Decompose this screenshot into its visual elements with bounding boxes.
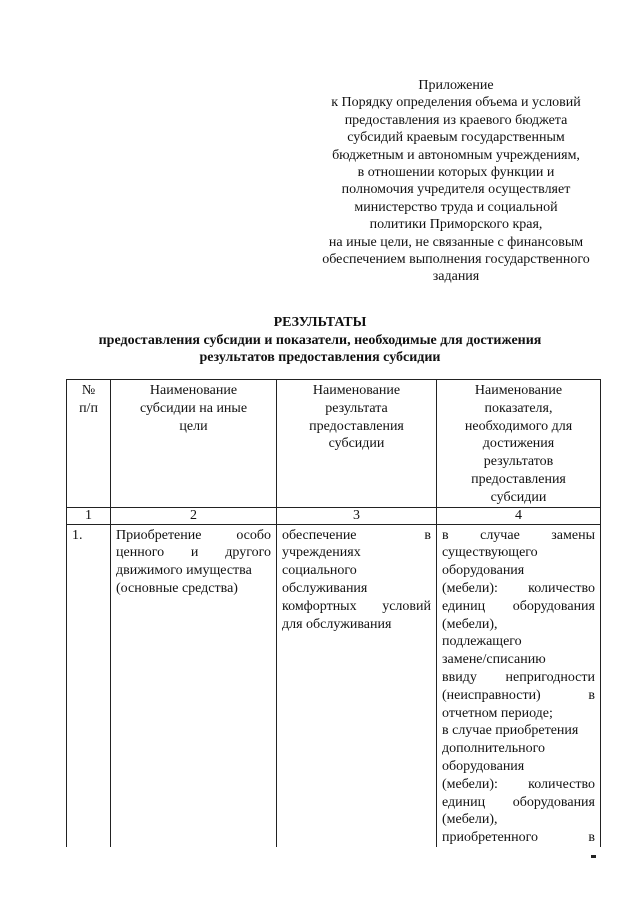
row-number: 1. — [67, 524, 111, 847]
header-result-name: Наименование результата предоставления субсидии — [277, 380, 437, 508]
document-title — [60, 314, 580, 367]
appendix-line: в отношении которых функции и — [357, 165, 555, 181]
appendix-line: обеспечением выполнения государственного — [322, 252, 590, 268]
appendix-line: полномочия учредителя осуществляет — [341, 182, 571, 198]
appendix-line: предоставления из краевого бюджета — [344, 112, 568, 128]
column-number: 2 — [111, 507, 277, 524]
row-result-name: обеспечение в учреждениях социального обслуживания комфортных условий для обслуживания — [277, 524, 437, 847]
appendix-line: Приложение — [418, 78, 494, 93]
title-subtitle-line: предоставления субсидии и показатели, необходимые для достижения — [98, 332, 542, 348]
column-number-row — [67, 507, 601, 524]
title-main: РЕЗУЛЬТАТЫ — [273, 315, 367, 330]
appendix-line: бюджетным и автономным учреждениям, — [332, 147, 580, 163]
appendix-line: субсидий краевым государственным — [347, 130, 565, 146]
appendix-header — [296, 77, 616, 286]
column-number: 3 — [277, 507, 437, 524]
appendix-line: задания — [432, 269, 480, 285]
appendix-line: на иные цели, не связанные с финансовым — [328, 234, 584, 250]
row-indicator-name: в случае замены существующего оборудования (мебели): количество единиц оборудования (мебели), подлежащего замене/списанию ввиду непригодности (неисправности) в отчетном периоде; в случае приобретения дополнительного оборудования (мебели): количество единиц оборудования (мебели), приобретенного в — [437, 524, 601, 847]
column-number: 1 — [67, 507, 111, 524]
header-subsidy-name: Наименование субсидии на иные цели — [111, 380, 277, 508]
title-subtitle-line: результатов предоставления субсидии — [199, 350, 441, 365]
appendix-line: министерство труда и социальной — [354, 199, 558, 215]
row-subsidy-name: Приобретение особо ценного и другого движимого имущества (основные средства) — [111, 524, 277, 847]
column-number: 4 — [437, 507, 601, 524]
table-row — [67, 524, 601, 847]
header-indicator-name: Наименование показателя, необходимого для достижения результатов предоставления субсидии — [437, 380, 601, 508]
results-table — [66, 379, 601, 847]
scan-mark — [591, 855, 596, 858]
appendix-line: к Порядку определения объема и условий — [331, 95, 581, 111]
appendix-line: политики Приморского края, — [369, 217, 543, 233]
header-number: № п/п — [67, 380, 111, 508]
table-header-row — [67, 380, 601, 508]
